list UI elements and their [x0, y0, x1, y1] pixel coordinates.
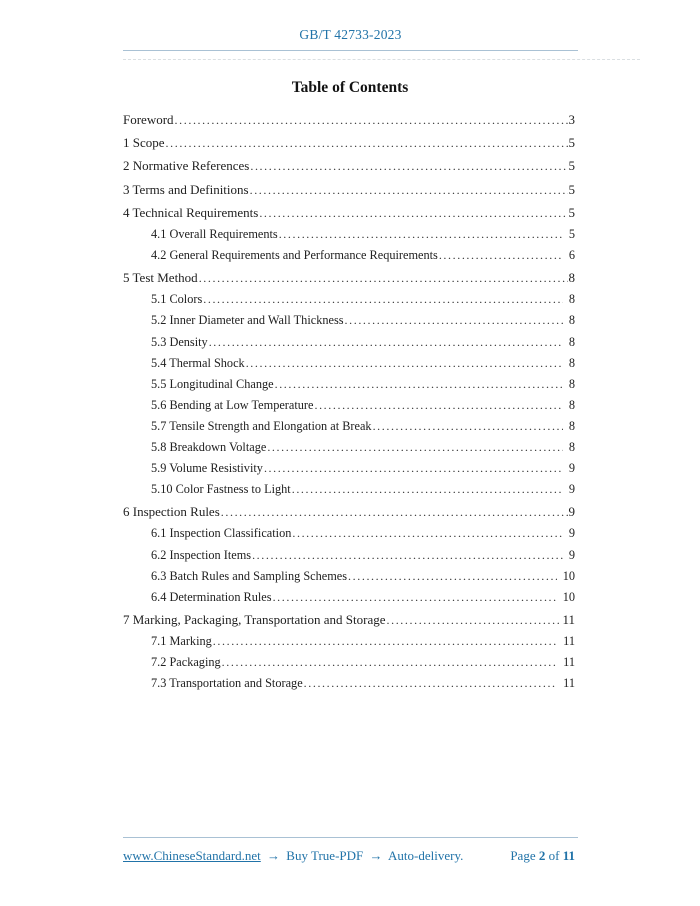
- toc-entry-label: 4 Technical Requirements: [123, 204, 259, 220]
- toc-entry-label: 5.4 Thermal Shock: [151, 355, 245, 370]
- toc-entry[interactable]: [123, 353, 575, 374]
- toc-entry-label: 7 Marking, Packaging, Transportation and Storage: [123, 611, 386, 627]
- toc-entry-label: 5.7 Tensile Strength and Elongation at Break: [151, 418, 372, 433]
- toc-entry-label: Foreword: [123, 112, 174, 127]
- toc-entry-label: 5.1 Colors: [151, 292, 203, 307]
- toc-entry[interactable]: [123, 479, 575, 500]
- toc-entry-page: 10: [562, 568, 575, 583]
- toc-entry[interactable]: [123, 224, 575, 245]
- toc-entry[interactable]: [123, 201, 575, 224]
- toc-dot-leader: [273, 587, 557, 608]
- toc-dot-leader: [250, 178, 568, 202]
- toc-entry-label: 4.2 General Requirements and Performance Requirements: [151, 248, 438, 263]
- toc-entry[interactable]: [123, 566, 575, 587]
- toc-entry-label: 5.9 Volume Resistivity: [151, 461, 263, 476]
- toc-entry-page: 9: [568, 461, 575, 476]
- toc-entry-page: 9: [568, 504, 575, 520]
- toc-dot-leader: [267, 437, 563, 458]
- toc-dot-leader: [348, 566, 557, 587]
- toc-entry-page: 5: [568, 135, 575, 151]
- toc-entry-page: 6: [568, 248, 575, 263]
- toc-entry-page: 9: [568, 526, 575, 541]
- toc-entry-label: 6.2 Inspection Items: [151, 547, 252, 562]
- toc-dot-leader: [252, 545, 563, 566]
- footer-left: [123, 846, 463, 866]
- toc-entry-label: 7.3 Transportation and Storage: [151, 676, 303, 691]
- header-doc-number: GB/T 42733-2023: [299, 27, 402, 42]
- toc-entry[interactable]: [123, 458, 575, 479]
- toc-entry[interactable]: [123, 395, 575, 416]
- footer-page-current: 2: [538, 848, 546, 863]
- toc-entry-page: 5: [568, 226, 575, 241]
- toc-dot-leader: [439, 245, 563, 266]
- toc-entry[interactable]: [123, 332, 575, 353]
- toc-entry-label: 6 Inspection Rules: [123, 504, 220, 520]
- arrow-right-icon: →: [267, 848, 281, 863]
- toc-entry-label: 5.8 Breakdown Voltage: [151, 439, 267, 454]
- toc-entry[interactable]: [123, 545, 575, 566]
- toc-entry-label: 3 Terms and Definitions: [123, 181, 249, 197]
- toc-entry-page: 8: [568, 292, 575, 307]
- toc-dot-leader: [166, 131, 568, 155]
- toc-entry-page: 11: [563, 676, 575, 691]
- footer-page-label: Page: [510, 848, 536, 863]
- toc-entry-label: 5 Test Method: [123, 270, 198, 286]
- toc-entry-label: 6.4 Determination Rules: [151, 589, 272, 604]
- toc-entry[interactable]: [123, 131, 575, 154]
- toc-dot-leader: [199, 266, 568, 290]
- footer-delivery-label: Auto-delivery.: [388, 848, 464, 863]
- toc-entry-page: 8: [568, 439, 575, 454]
- toc-dot-leader: [279, 224, 563, 245]
- toc-dot-leader: [304, 673, 558, 694]
- toc-entry-label: 5.2 Inner Diameter and Wall Thickness: [151, 313, 344, 328]
- toc-entry-page: 8: [568, 270, 575, 286]
- toc-entry-page: 8: [568, 313, 575, 328]
- toc-entry[interactable]: [123, 673, 575, 694]
- toc-entry-page: 10: [562, 589, 575, 604]
- toc-dot-leader: [292, 479, 563, 500]
- toc-entry[interactable]: [123, 437, 575, 458]
- toc-dot-leader: [314, 395, 562, 416]
- toc-entry[interactable]: [123, 266, 575, 289]
- toc-entry[interactable]: [123, 500, 575, 523]
- toc-dot-leader: [292, 523, 562, 544]
- toc-entry[interactable]: [123, 178, 575, 201]
- toc-dot-leader: [209, 332, 563, 353]
- toc-entry-label: 5.6 Bending at Low Temperature: [151, 397, 314, 412]
- toc-entry-label: 6.1 Inspection Classification: [151, 526, 292, 541]
- footer: [123, 846, 575, 866]
- toc-dot-leader: [221, 500, 568, 524]
- toc-list: [123, 108, 575, 694]
- page-title: Table of Contents: [291, 79, 409, 96]
- toc-entry-label: 6.3 Batch Rules and Sampling Schemes: [151, 568, 348, 583]
- footer-page-total: 11: [562, 848, 575, 863]
- toc-entry-label: 4.1 Overall Requirements: [151, 226, 278, 241]
- toc-entry-page: 8: [568, 418, 575, 433]
- toc-entry-page: 5: [568, 181, 575, 197]
- toc-dot-leader: [373, 416, 563, 437]
- toc-entry[interactable]: [123, 310, 575, 331]
- toc-entry-page: 11: [563, 634, 575, 648]
- toc-entry-label: 1 Scope: [123, 135, 165, 151]
- toc-dot-leader: [222, 652, 557, 673]
- toc-entry-page: 5: [568, 204, 575, 220]
- toc-entry-label: 5.3 Density: [151, 334, 208, 349]
- toc-entry[interactable]: [123, 154, 575, 177]
- toc-entry-page: 11: [562, 611, 575, 627]
- toc-entry-page: 5: [568, 158, 575, 174]
- toc-dot-leader: [246, 353, 563, 374]
- toc-entry-page: 11: [563, 655, 575, 670]
- footer-buy-label: Buy True-PDF: [286, 848, 364, 863]
- toc-entry[interactable]: [123, 374, 575, 395]
- toc-entry-page: 8: [568, 334, 575, 349]
- toc-entry[interactable]: [123, 587, 575, 608]
- toc-dot-leader: [264, 458, 563, 479]
- toc-entry[interactable]: [123, 631, 575, 652]
- toc-entry[interactable]: [123, 652, 575, 673]
- footer-page-indicator: [510, 846, 575, 866]
- footer-site-link[interactable]: www.ChineseStandard.net: [123, 848, 261, 863]
- toc-entry-label: 5.10 Color Fastness to Light: [151, 482, 291, 497]
- watermark-dashes: [123, 59, 640, 60]
- toc-dot-leader: [213, 631, 557, 652]
- toc-entry-label: 7.1 Marking: [151, 634, 212, 648]
- footer-of-label: of: [548, 848, 560, 863]
- toc-dot-leader: [175, 108, 568, 132]
- toc-dot-leader: [345, 310, 563, 331]
- toc-entry-label: 5.5 Longitudinal Change: [151, 376, 274, 391]
- toc-entry-page: 3: [568, 112, 575, 127]
- toc-entry-page: 8: [568, 355, 575, 370]
- toc-entry[interactable]: [123, 523, 575, 544]
- toc-entry[interactable]: [123, 108, 575, 131]
- toc-dot-leader: [250, 154, 567, 178]
- toc-entry[interactable]: [123, 416, 575, 437]
- toc-entry-label: 2 Normative References: [123, 158, 250, 174]
- toc-entry-page: 9: [568, 547, 575, 562]
- toc-dot-leader: [387, 608, 562, 632]
- toc-entry-page: 8: [568, 397, 575, 412]
- toc-entry[interactable]: [123, 608, 575, 631]
- toc-dot-leader: [275, 374, 563, 395]
- toc-entry-page: 8: [568, 376, 575, 391]
- toc-entry-label: 7.2 Packaging: [151, 655, 221, 670]
- toc-dot-leader: [259, 201, 567, 225]
- arrow-right-icon: →: [369, 848, 383, 863]
- header-rule: [123, 50, 578, 51]
- toc-entry[interactable]: [123, 245, 575, 266]
- toc-entry[interactable]: [123, 289, 575, 310]
- footer-rule: [123, 837, 578, 838]
- toc-entry-page: 9: [568, 482, 575, 497]
- toc-dot-leader: [203, 289, 563, 310]
